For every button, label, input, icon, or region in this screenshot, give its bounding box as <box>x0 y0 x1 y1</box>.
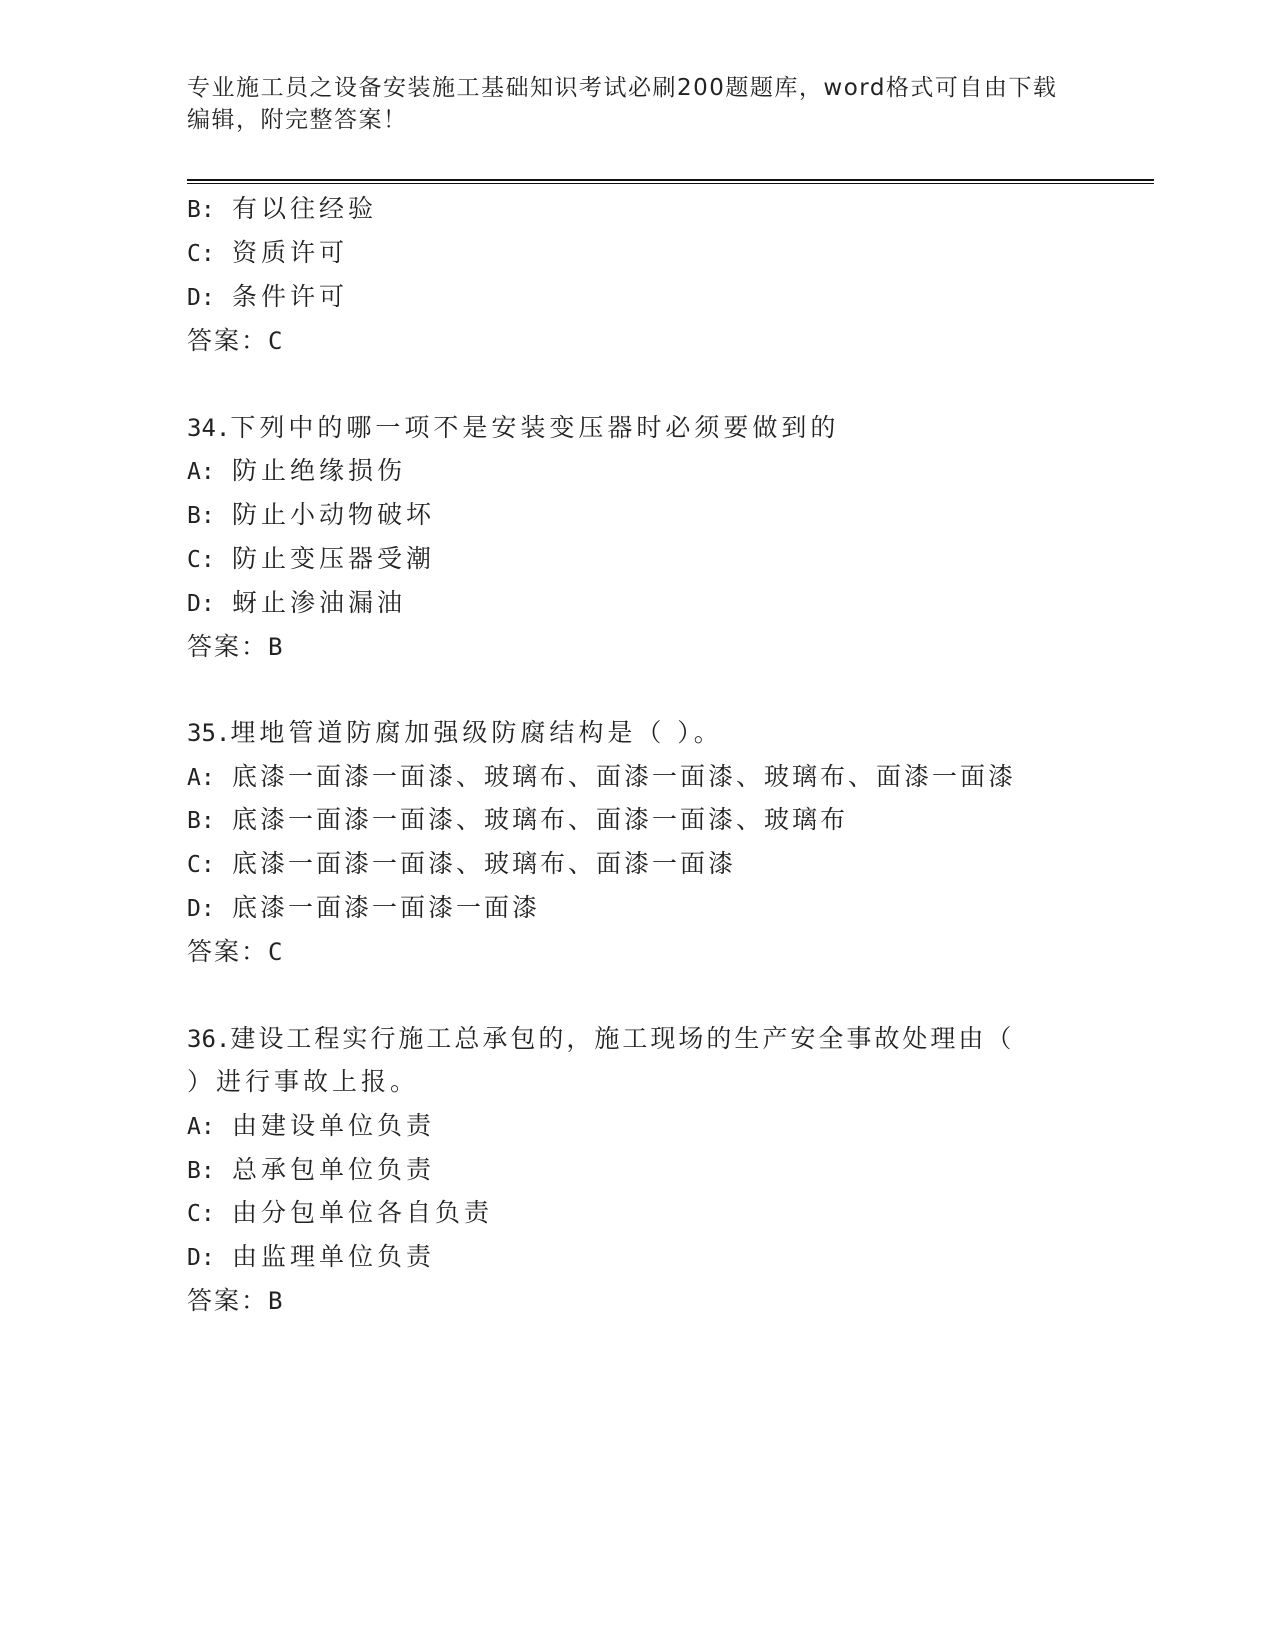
question-number: 36. <box>187 1025 231 1053</box>
option-b <box>187 803 848 838</box>
question-stem <box>187 1022 1014 1056</box>
option-text: 防止小动物破坏 <box>232 500 436 529</box>
answer-value: C <box>268 938 283 966</box>
question-text: 下列中的哪一项不是安装变压器时必须要做到的 <box>230 413 840 442</box>
question-number: 35. <box>187 719 231 747</box>
answer-label: 答案： <box>187 1286 269 1315</box>
header-divider-thick <box>187 179 1154 181</box>
option-text: 总承包单位负责 <box>232 1155 436 1184</box>
option-text: 底漆一面漆一面漆、玻璃布、面漆一面漆、玻璃布、面漆一面漆 <box>232 762 1017 791</box>
option-key: A: <box>187 1114 215 1140</box>
option-key: D: <box>187 591 215 617</box>
answer-label: 答案： <box>187 937 269 966</box>
option-key: C: <box>187 241 215 267</box>
option-key: C: <box>187 1201 215 1227</box>
option-a <box>187 760 1016 795</box>
answer-line <box>187 630 282 664</box>
option-key: B: <box>187 808 215 834</box>
option-text: 底漆一面漆一面漆、玻璃布、面漆一面漆 <box>232 849 737 878</box>
option-c <box>187 847 736 882</box>
header-divider-thin <box>187 183 1154 184</box>
option-text: 有以往经验 <box>232 194 378 223</box>
option-a <box>187 454 406 489</box>
header-title-line-1: 专业施工员之设备安装施工基础知识考试必刷200题题库，word格式可自由下载 <box>187 75 1058 101</box>
option-text: 由监理单位负责 <box>232 1242 436 1271</box>
option-text: 蚜止渗油漏油 <box>232 588 407 617</box>
option-b <box>187 1153 435 1188</box>
option-key: B: <box>187 1158 215 1184</box>
option-text: 资质许可 <box>232 238 349 267</box>
question-text: 埋地管道防腐加强级防腐结构是（ ）。 <box>230 718 723 747</box>
option-text: 由建设单位负责 <box>232 1111 436 1140</box>
header-title-line-2: 编辑，附完整答案！ <box>187 107 408 133</box>
option-key: B: <box>187 503 215 529</box>
question-stem <box>187 411 839 445</box>
option-key: D: <box>187 896 215 922</box>
option-b <box>187 498 435 533</box>
question-number: 34. <box>187 414 231 442</box>
answer-value: B <box>268 633 283 661</box>
option-key: D: <box>187 1245 215 1271</box>
option-b <box>187 192 377 227</box>
option-c <box>187 542 435 577</box>
question-stem <box>187 716 723 750</box>
option-key: D: <box>187 285 215 311</box>
option-key: C: <box>187 547 215 573</box>
answer-label: 答案： <box>187 632 269 661</box>
option-text: 底漆一面漆一面漆、玻璃布、面漆一面漆、玻璃布 <box>232 805 849 834</box>
answer-value: C <box>268 327 283 355</box>
option-c <box>187 236 348 271</box>
question-text: 建设工程实行施工总承包的，施工现场的生产安全事故处理由（ <box>230 1024 1015 1053</box>
option-d <box>187 1240 435 1275</box>
answer-line <box>187 935 282 969</box>
option-text: 底漆一面漆一面漆一面漆 <box>232 893 541 922</box>
answer-line <box>187 1284 282 1318</box>
option-key: B: <box>187 197 215 223</box>
option-d <box>187 280 348 315</box>
option-text: 由分包单位各自负责 <box>232 1198 494 1227</box>
option-text: 防止变压器受潮 <box>232 544 436 573</box>
answer-value: B <box>268 1287 283 1315</box>
answer-label: 答案： <box>187 326 269 355</box>
answer-line <box>187 324 282 358</box>
question-stem-continued: ）进行事故上报。 <box>187 1067 420 1096</box>
option-c <box>187 1196 493 1231</box>
option-text: 条件许可 <box>232 282 349 311</box>
option-key: A: <box>187 459 215 485</box>
option-key: A: <box>187 765 215 791</box>
option-a <box>187 1109 435 1144</box>
option-text: 防止绝缘损伤 <box>232 456 407 485</box>
option-d <box>187 891 540 926</box>
option-key: C: <box>187 852 215 878</box>
option-d <box>187 586 406 621</box>
